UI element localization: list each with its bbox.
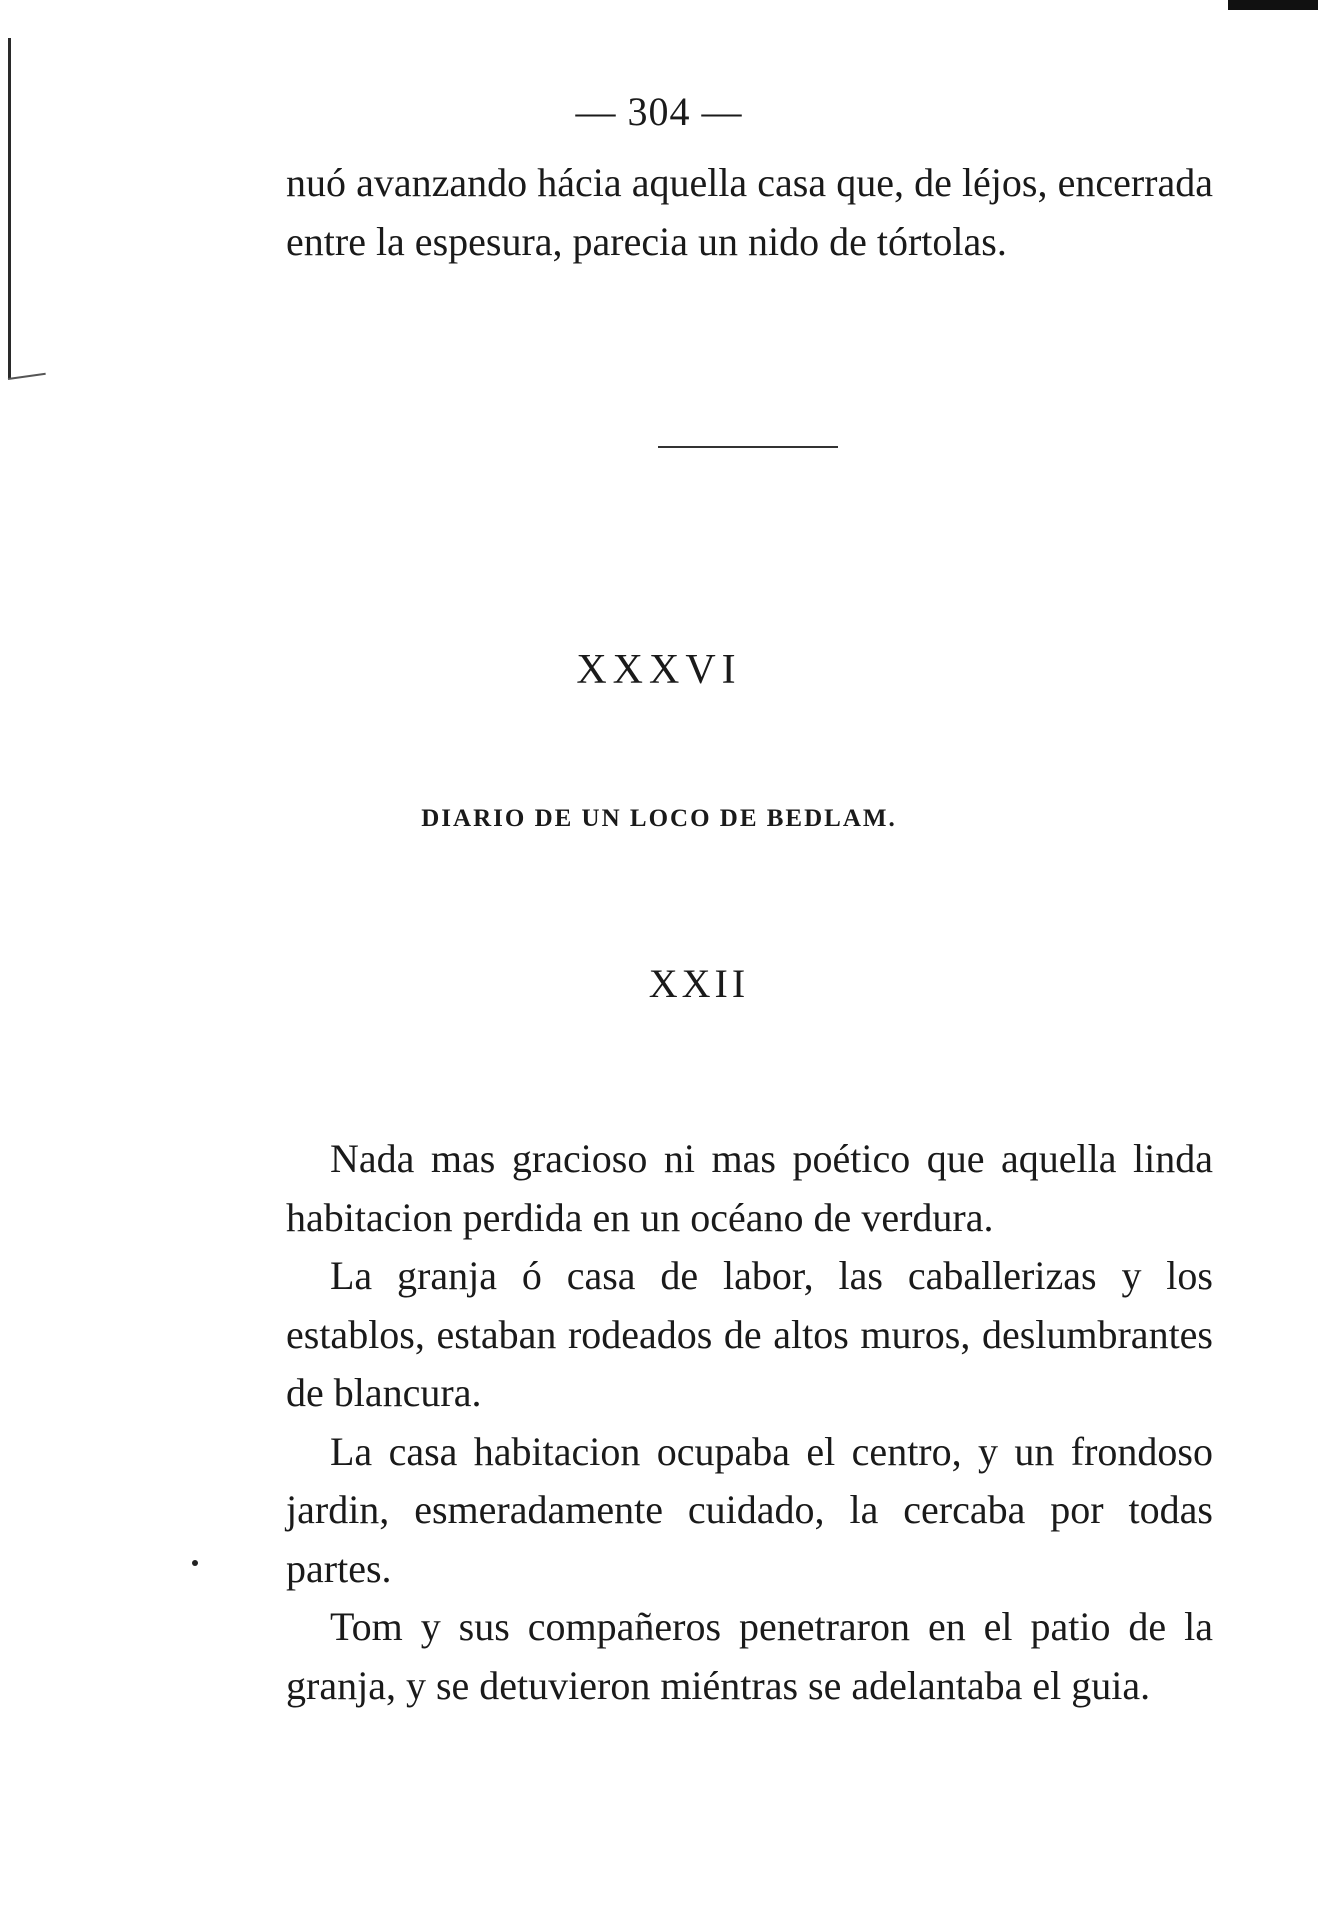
section-number: XXII (648, 961, 750, 1006)
scan-edge-tick (8, 373, 46, 380)
chapter-body (286, 1130, 1213, 1715)
paragraph-4: Tom y sus compañeros penetraron en el patio de la granja, y se detuvieron miéntras se adelantaba el guia. (286, 1604, 1213, 1708)
chapter-title: DIARIO DE UN LOCO DE BEDLAM. (421, 805, 897, 832)
page-number: — 304 — (575, 89, 743, 134)
section-divider (658, 446, 838, 448)
margin-dot (192, 1560, 198, 1566)
paragraph-2: La granja ó casa de labor, las caballerizas y los establos, estaban rodeados de altos muros, deslumbrantes de blancura. (286, 1253, 1213, 1415)
paragraph-3: La casa habitacion ocupaba el centro, y un frondoso jardin, esmeradamente cuidado, la cercaba por todas partes. (286, 1428, 1213, 1591)
chapter-number: XXXVI (576, 647, 742, 693)
scan-corner-mark (1228, 0, 1318, 10)
continuation-paragraph (286, 154, 1213, 271)
continuation-text: nuó avanzando hácia aquella casa que, de léjos, encerrada entre la espesura, parecia un nido de tórtolas. (286, 160, 1213, 264)
paragraph-1: Nada mas gracioso ni mas poético que aquella linda habitacion perdida en un océano de verdura. (286, 1136, 1213, 1240)
